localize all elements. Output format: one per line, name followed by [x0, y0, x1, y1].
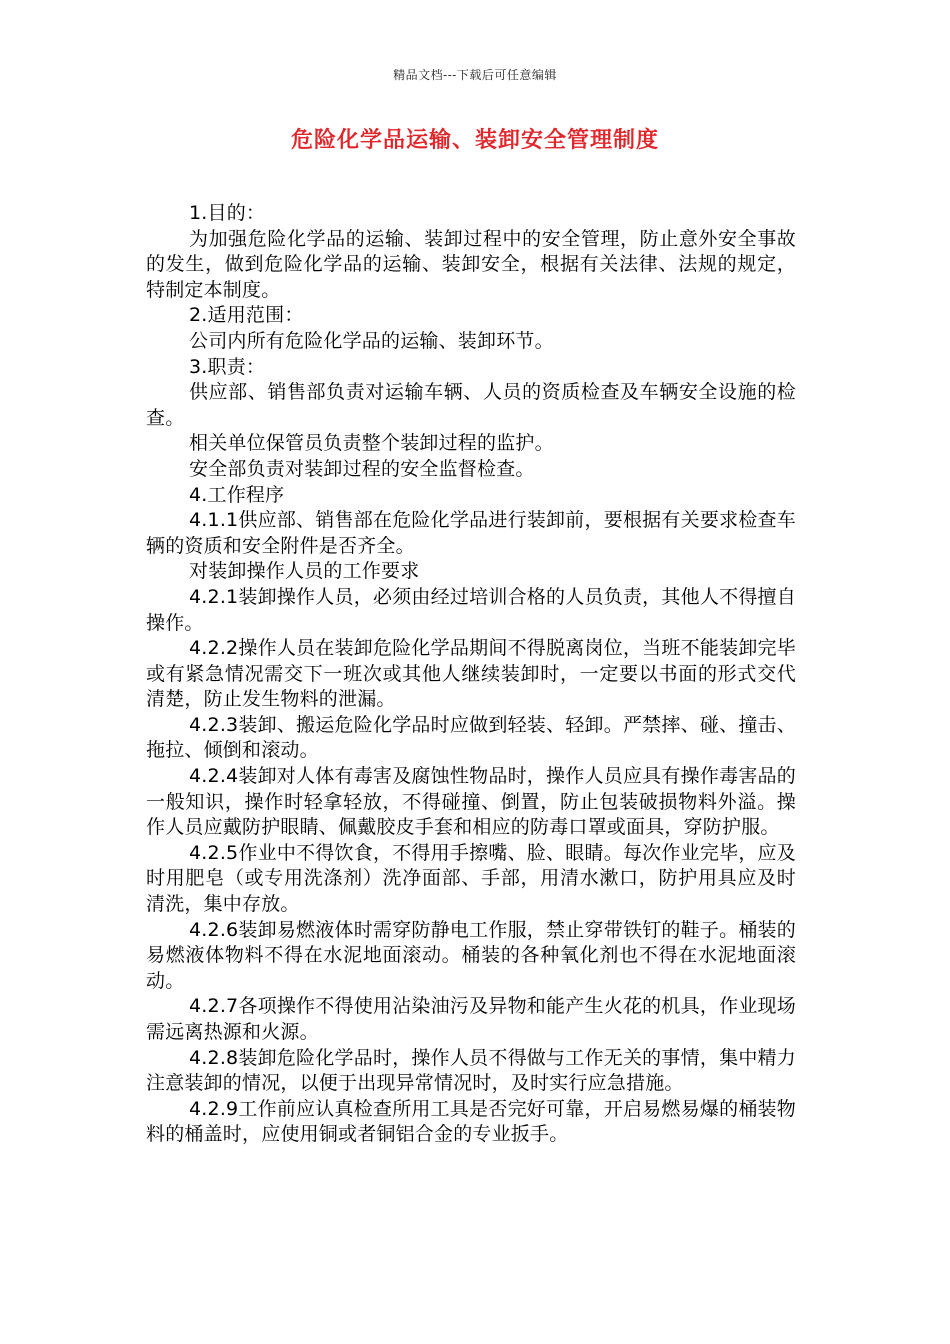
document-body — [146, 201, 796, 1148]
clause-4-2-2: 4.2.2操作人员在装卸危险化学品期间不得脱离岗位，当班不能装卸完毕或有紧急情况需交下一班次或其他人继续装卸时，一定要以书面的形式交代清楚，防止发生物料的泄漏。 — [146, 637, 796, 711]
section-heading-responsibilities: 3.职责： — [189, 355, 266, 378]
clause-4-2-5: 4.2.5作业中不得饮食，不得用手擦嘴、脸、眼睛。每次作业完毕，应及时用肥皂（或专用洗涤剂）洗净面部、手部，用清水漱口，防护用具应及时清洗，集中存放。 — [146, 841, 796, 916]
paragraph-purpose: 为加强危险化学品的运输、装卸过程中的安全管理，防止意外安全事故的发生，做到危险化学品的运输、装卸安全，根据有关法律、法规的规定，特制定本制度。 — [146, 227, 796, 301]
document-title: 危险化学品运输、装卸安全管理制度 — [290, 128, 659, 153]
paragraph-responsibility-supply: 供应部、销售部负责对运输车辆、人员的资质检查及车辆安全设施的检查。 — [146, 381, 796, 429]
page-header: 精品文档---下载后可任意编辑 — [393, 68, 557, 82]
paragraph-scope: 公司内所有危险化学品的运输、装卸环节。 — [189, 329, 554, 352]
clause-4-2-8: 4.2.8装卸危险化学品时，操作人员不得做与工作无关的事情，集中精力注意装卸的情况，以便于出现异常情况时，及时实行应急措施。 — [146, 1046, 796, 1095]
clause-4-2-7: 4.2.7各项操作不得使用沾染油污及异物和能产生火花的机具，作业现场需远离热源和火源。 — [146, 995, 796, 1043]
clause-4-2-3: 4.2.3装卸、搬运危险化学品时应做到轻装、轻卸。严禁摔、碰、撞击、拖拉、倾倒和滚动。 — [146, 713, 796, 762]
subheading-operator-requirements: 对装卸操作人员的工作要求 — [189, 560, 420, 583]
paragraph-responsibility-safety: 安全部负责对装卸过程的安全监督检查。 — [189, 457, 535, 480]
clause-4-2-6: 4.2.6装卸易燃液体时需穿防静电工作服，禁止穿带铁钉的鞋子。桶装的易燃液体物料不得在水泥地面滚动。桶装的各种氧化剂也不得在水泥地面滚动。 — [146, 918, 796, 992]
clause-4-2-4: 4.2.4装卸对人体有毒害及腐蚀性物品时，操作人员应具有操作毒害品的一般知识，操作时轻拿轻放，不得碰撞、倒置，防止包装破损物料外溢。操作人员应戴防护眼睛、佩戴胶皮手套和相应的防毒口罩或面具，穿防护服。 — [146, 765, 796, 839]
clause-4-2-1: 4.2.1装卸操作人员，必须由经过培训合格的人员负责，其他人不得擅自操作。 — [146, 585, 796, 634]
section-heading-scope: 2.适用范围： — [189, 304, 304, 327]
section-heading-procedure: 4.工作程序 — [189, 483, 285, 506]
section-heading-purpose: 1.目的： — [189, 202, 266, 224]
clause-4-2-9: 4.2.9工作前应认真检查所用工具是否完好可靠，开启易燃易爆的桶装物料的桶盖时，应使用铜或者铜铝合金的专业扳手。 — [146, 1097, 796, 1146]
clause-4-1-1: 4.1.1供应部、销售部在危险化学品进行装卸前，要根据有关要求检查车辆的资质和安全附件是否齐全。 — [146, 509, 796, 557]
paragraph-responsibility-keeper: 相关单位保管员负责整个装卸过程的监护。 — [189, 432, 554, 455]
